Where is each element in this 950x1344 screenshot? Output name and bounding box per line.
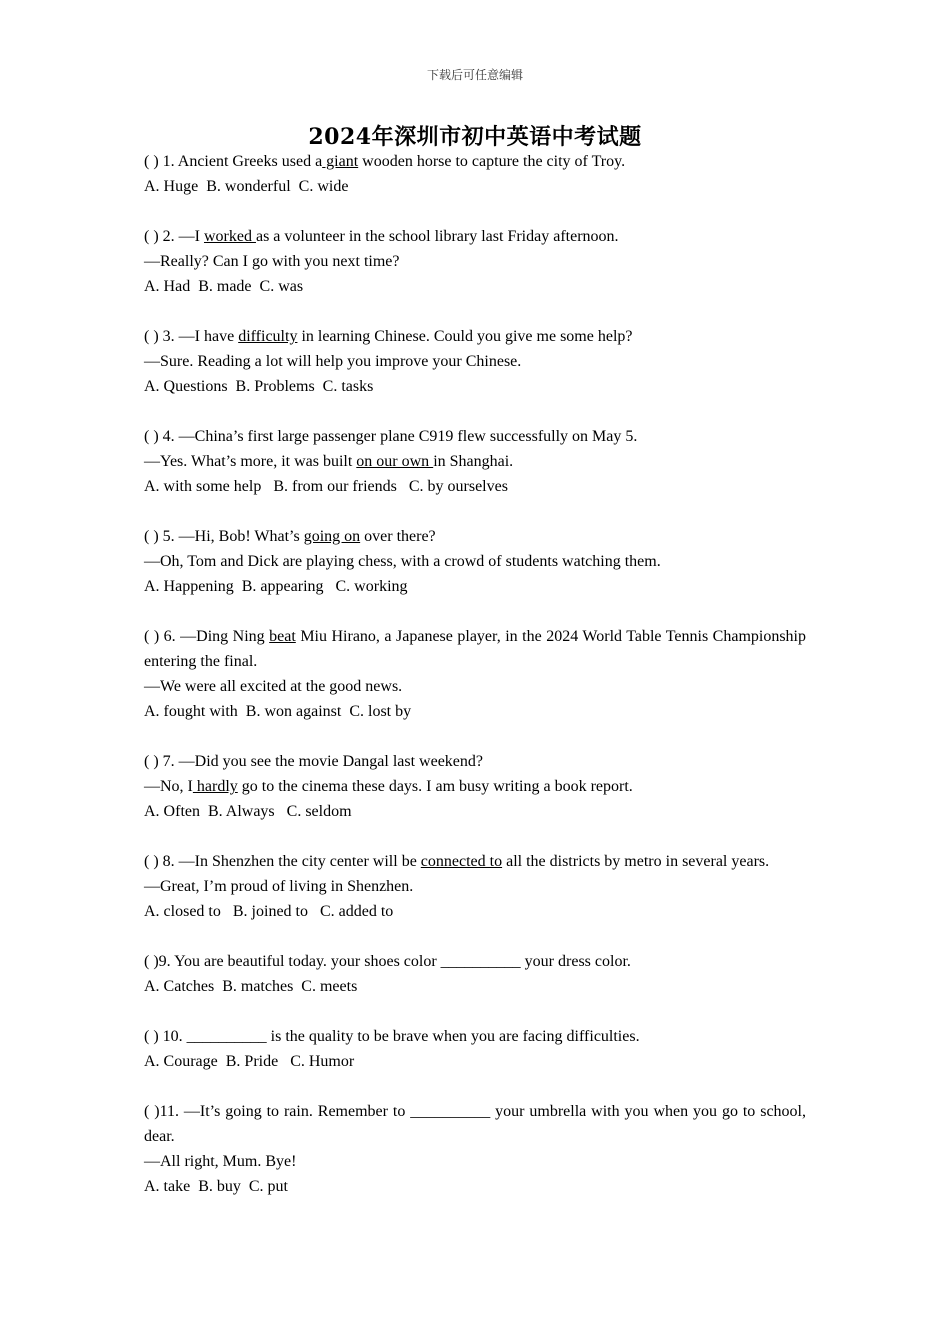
question-2-stem: ( ) 2. —I worked as a volunteer in the school library last Friday afternoon. — [144, 228, 619, 245]
question-4-options: A. with some help B. from our friends C. by ourselves — [144, 478, 508, 495]
question-3-options: A. Questions B. Problems C. tasks — [144, 378, 374, 395]
question-10-options: A. Courage B. Pride C. Humor — [144, 1053, 355, 1070]
question-2-options: A. Had B. made C. was — [144, 278, 304, 295]
question-5-options: A. Happening B. appearing C. working — [144, 578, 408, 595]
question-9-stem: ( )9. You are beautiful today. your shoes color __________ your dress color. — [144, 953, 631, 970]
question-3-stem: ( ) 3. —I have difficulty in learning Chinese. Could you give me some help? — [144, 328, 633, 345]
question-8-line: —Great, I’m proud of living in Shenzhen. — [144, 878, 414, 895]
question-2-line: —Really? Can I go with you next time? — [144, 253, 400, 270]
question-8-options: A. closed to B. joined to C. added to — [144, 903, 394, 920]
page-header: 下载后可任意编辑 — [426, 68, 523, 82]
question-11-stem: ( )11. —It’s going to rain. Remember to __________ your umbrella with you when you go to school, dear. — [144, 1103, 806, 1145]
question-4-line: —Yes. What’s more, it was built on our own in Shanghai. — [144, 453, 514, 470]
question-6-stem: ( ) 6. —Ding Ning beat Miu Hirano, a Japanese player, in the 2024 World Table Tennis Championship entering the final. — [144, 628, 806, 670]
question-1-options: A. Huge B. wonderful C. wide — [144, 178, 349, 195]
question-7-options: A. Often B. Always C. seldom — [144, 803, 352, 820]
question-9-options: A. Catches B. matches C. meets — [144, 978, 358, 995]
question-6-line: —We were all excited at the good news. — [144, 678, 403, 695]
question-11-options: A. take B. buy C. put — [144, 1178, 288, 1195]
question-1-stem: ( ) 1. Ancient Greeks used a giant wooden horse to capture the city of Troy. — [144, 153, 626, 170]
question-10-stem: ( ) 10. __________ is the quality to be brave when you are facing difficulties. — [144, 1028, 640, 1045]
question-7-line: —No, I hardly go to the cinema these days. I am busy writing a book report. — [144, 778, 633, 795]
question-5-stem: ( ) 5. —Hi, Bob! What’s going on over there? — [144, 528, 436, 545]
question-8-stem: ( ) 8. —In Shenzhen the city center will be connected to all the districts by metro in several years. — [144, 853, 770, 870]
question-3-line: —Sure. Reading a lot will help you improve your Chinese. — [144, 353, 522, 370]
question-4-stem: ( ) 4. —China’s first large passenger plane C919 flew successfully on May 5. — [144, 428, 638, 445]
page-title: 2024年深圳市初中英语中考试题 — [308, 124, 642, 150]
question-6-options: A. fought with B. won against C. lost by — [144, 703, 412, 720]
question-list — [144, 149, 806, 1199]
question-7-stem: ( ) 7. —Did you see the movie Dangal last weekend? — [144, 753, 484, 770]
question-11-line: —All right, Mum. Bye! — [144, 1153, 297, 1170]
question-5-line: —Oh, Tom and Dick are playing chess, with a crowd of students watching them. — [144, 553, 661, 570]
